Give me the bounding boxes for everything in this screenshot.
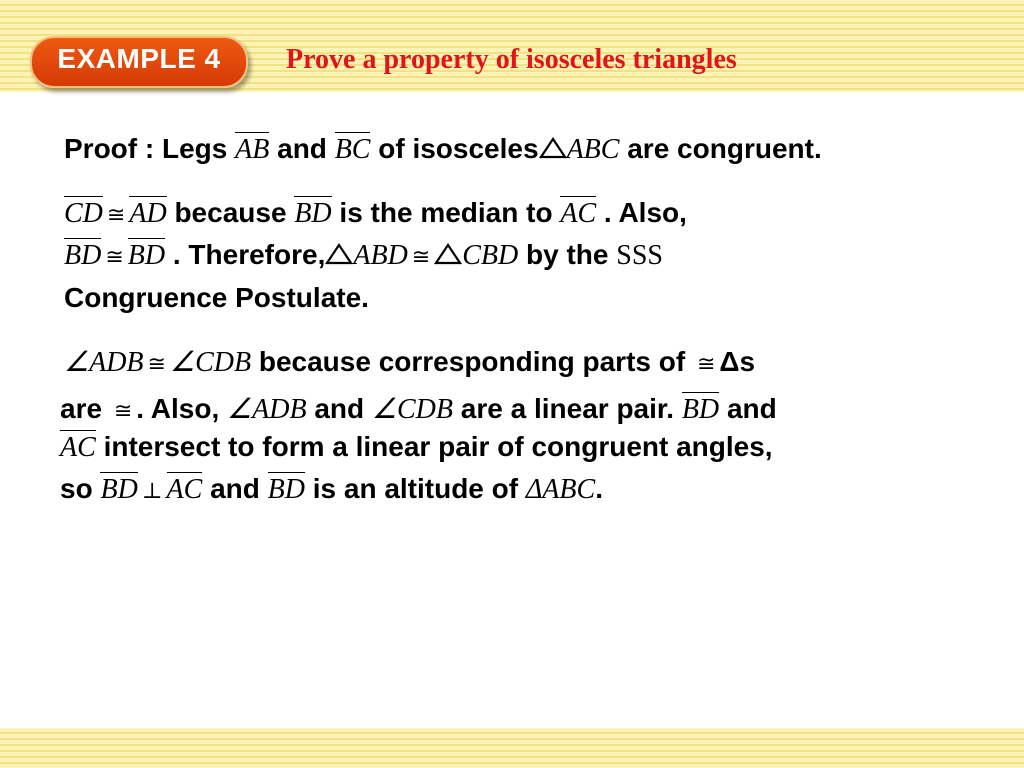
text: and bbox=[210, 473, 260, 504]
triangle-icon bbox=[434, 242, 462, 266]
text: Proof : Legs bbox=[64, 133, 228, 164]
segment-ac: AC bbox=[60, 432, 96, 463]
text: because bbox=[174, 197, 287, 228]
segment-bd: BD bbox=[681, 394, 720, 425]
proof-line-2 bbox=[64, 196, 687, 228]
segment-bd: BD bbox=[267, 474, 305, 505]
sss-label: SSS bbox=[616, 240, 663, 271]
proof-line-3 bbox=[64, 238, 663, 270]
text: are bbox=[60, 393, 103, 424]
text: Congruence Postulate. bbox=[64, 282, 369, 313]
proof-line-7 bbox=[60, 430, 773, 462]
text: and bbox=[726, 393, 777, 424]
text: and bbox=[314, 393, 365, 424]
segment-bd: BD bbox=[100, 474, 138, 505]
segment-ab: AB bbox=[235, 134, 270, 165]
triangle-icon bbox=[325, 242, 353, 266]
page-title: Prove a property of isosceles triangles bbox=[286, 44, 737, 75]
segment-ad: AD bbox=[129, 198, 167, 229]
proof-line-5 bbox=[64, 348, 755, 377]
segment-ac: AC bbox=[166, 474, 203, 505]
proof-line-8 bbox=[60, 472, 603, 504]
proof-line-1 bbox=[64, 132, 822, 164]
text: by the bbox=[526, 239, 609, 270]
text: so bbox=[60, 473, 93, 504]
text: of isosceles bbox=[378, 133, 539, 164]
angle-cdb: ∠CDB bbox=[169, 347, 252, 378]
segment-bc: BC bbox=[334, 134, 371, 165]
text: are congruent. bbox=[627, 133, 822, 164]
text: . Also, bbox=[136, 393, 220, 424]
proof-line-6 bbox=[60, 392, 777, 424]
text: is an altitude of bbox=[312, 473, 519, 504]
text: and bbox=[277, 133, 327, 164]
text: intersect to form a linear pair of congruent angles, bbox=[103, 431, 773, 462]
angle-adb: ∠ADB bbox=[227, 394, 307, 425]
text: . bbox=[595, 473, 603, 504]
triangle-name: ΔABC bbox=[525, 474, 596, 505]
text: . Therefore, bbox=[172, 239, 326, 270]
example-badge-label: EXAMPLE 4 bbox=[57, 43, 221, 74]
congruent-symbol: ≅ bbox=[411, 245, 431, 270]
congruent-symbol: ≅ bbox=[106, 203, 126, 228]
angle-adb: ∠ADB bbox=[64, 347, 144, 378]
congruent-symbol: ≅ bbox=[147, 352, 166, 377]
text: . Also, bbox=[603, 197, 687, 228]
segment-ac: AC bbox=[560, 198, 597, 229]
text: is the median to bbox=[339, 197, 553, 228]
congruent-symbol: ≅ bbox=[696, 352, 716, 377]
segment-bd: BD bbox=[64, 240, 102, 271]
perpendicular-symbol: ⊥ bbox=[141, 479, 163, 504]
segment-cd: CD bbox=[64, 198, 103, 229]
example-badge bbox=[30, 36, 248, 88]
triangle-name: ABD bbox=[353, 240, 408, 271]
congruent-symbol: ≅ bbox=[105, 245, 124, 270]
triangle-name: CBD bbox=[462, 240, 519, 271]
congruent-symbol: ≅ bbox=[113, 399, 133, 424]
text: because corresponding parts of bbox=[258, 346, 686, 377]
triangle-icon bbox=[539, 136, 567, 160]
angle-cdb: ∠CDB bbox=[371, 394, 454, 425]
text: are a linear pair. bbox=[460, 393, 675, 424]
footer-band bbox=[0, 728, 1024, 768]
triangle-name: ABC bbox=[566, 134, 620, 165]
proof-line-4 bbox=[64, 284, 369, 312]
segment-bd: BD bbox=[127, 240, 166, 271]
text: Δs bbox=[719, 346, 756, 377]
segment-bd: BD bbox=[294, 198, 332, 229]
